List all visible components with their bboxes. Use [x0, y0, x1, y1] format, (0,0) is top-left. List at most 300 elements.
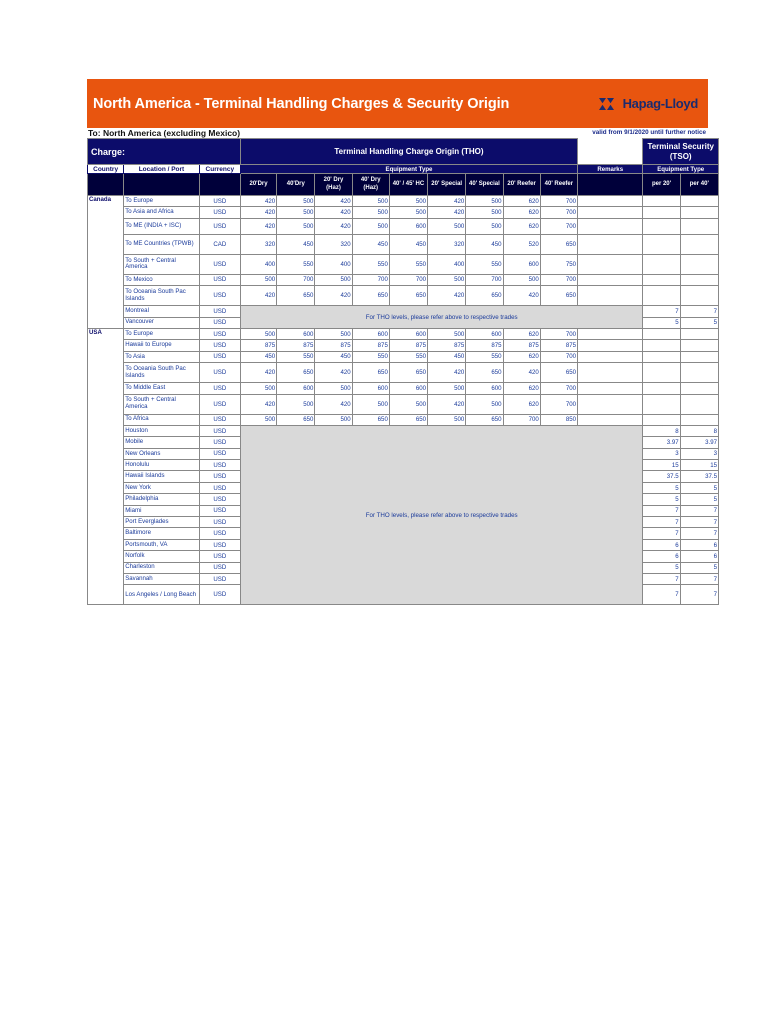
tso-20-cell: 8 [643, 425, 680, 436]
tho-value-cell: 500 [466, 196, 503, 207]
tho-value-cell: 650 [389, 363, 427, 383]
location-cell: Portsmouth, VA [124, 539, 199, 550]
tso-20-cell [643, 207, 680, 218]
col-remarks: Remarks [578, 165, 643, 174]
tho-value-cell: 600 [352, 328, 389, 339]
tso-20-cell [643, 274, 680, 285]
tho-value-cell: 550 [389, 254, 427, 274]
location-cell: New York [124, 482, 199, 493]
tho-value-cell: 750 [540, 254, 577, 274]
tho-value-cell: 875 [277, 340, 315, 351]
tho-value-cell: 700 [540, 196, 577, 207]
remarks-cell [578, 207, 643, 218]
tso-40-cell [680, 218, 718, 234]
tho-value-cell: 550 [466, 351, 503, 362]
currency-cell: USD [199, 328, 240, 339]
tso-20-cell: 5 [643, 317, 680, 328]
tso-20-cell: 6 [643, 539, 680, 550]
tso-20-cell: 7 [643, 306, 680, 317]
tho-value-cell: 600 [277, 383, 315, 394]
tho-value-cell: 650 [352, 363, 389, 383]
table-row [88, 234, 719, 254]
tho-value-cell: 500 [352, 218, 389, 234]
tso-40-cell: 5 [680, 494, 718, 505]
remarks-cell [578, 274, 643, 285]
tho-value-cell: 500 [389, 196, 427, 207]
location-cell: Montreal [124, 306, 199, 317]
col-header-tso: per 40' [680, 174, 718, 196]
tho-value-cell: 620 [503, 328, 540, 339]
location-cell: To Europe [124, 196, 199, 207]
tso-40-cell: 5 [680, 562, 718, 573]
currency-cell: USD [199, 351, 240, 362]
tso-40-cell [680, 394, 718, 414]
tho-value-cell: 875 [540, 340, 577, 351]
tho-value-cell: 450 [352, 234, 389, 254]
tho-value-cell: 420 [428, 207, 466, 218]
location-cell: New Orleans [124, 448, 199, 459]
location-cell: To South + Central America [124, 394, 199, 414]
tho-value-cell: 650 [277, 286, 315, 306]
tso-20-cell [643, 414, 680, 425]
location-cell: To South + Central America [124, 254, 199, 274]
tho-value-cell: 550 [277, 254, 315, 274]
col-header-tho: 20' Dry (Haz) [315, 174, 352, 196]
tho-value-cell: 550 [466, 254, 503, 274]
tso-40-cell: 7 [680, 505, 718, 516]
tso-40-cell: 7 [680, 528, 718, 539]
currency-cell: USD [199, 363, 240, 383]
tso-20-cell [643, 363, 680, 383]
tho-value-cell: 600 [466, 383, 503, 394]
subheader [87, 127, 708, 138]
tso-40-cell [680, 254, 718, 274]
remarks-cell [578, 286, 643, 306]
tso-40-cell: 6 [680, 551, 718, 562]
currency-cell: USD [199, 340, 240, 351]
currency-cell: USD [199, 517, 240, 528]
tho-value-cell: 700 [277, 274, 315, 285]
refer-note-cell: For THO levels, please refer above to respective trades [240, 425, 642, 604]
table-row [88, 394, 719, 414]
location-cell: To Mexico [124, 274, 199, 285]
tho-value-cell: 875 [466, 340, 503, 351]
tho-value-cell: 700 [540, 351, 577, 362]
remarks-cell [578, 414, 643, 425]
tho-value-cell: 500 [240, 414, 276, 425]
tho-value-cell: 450 [277, 234, 315, 254]
tho-value-cell: 550 [352, 351, 389, 362]
tso-20-cell [643, 286, 680, 306]
location-cell: Baltimore [124, 528, 199, 539]
currency-cell: USD [199, 551, 240, 562]
tho-value-cell: 420 [240, 207, 276, 218]
tho-value-cell: 500 [240, 328, 276, 339]
currency-cell: USD [199, 274, 240, 285]
tho-value-cell: 500 [503, 274, 540, 285]
tso-20-cell: 3.97 [643, 437, 680, 448]
col-header-tho: 40'Dry [277, 174, 315, 196]
table-row [88, 207, 719, 218]
charge-label: Charge: [88, 139, 241, 165]
title-banner [87, 79, 708, 128]
tho-value-cell: 650 [466, 363, 503, 383]
currency-cell: USD [199, 383, 240, 394]
tso-40-cell [680, 383, 718, 394]
tho-value-cell: 650 [352, 414, 389, 425]
currency-cell: USD [199, 414, 240, 425]
tso-20-cell: 15 [643, 460, 680, 471]
tho-value-cell: 600 [277, 328, 315, 339]
tho-value-cell: 420 [240, 394, 276, 414]
tho-value-cell: 875 [315, 340, 352, 351]
location-cell: Port Everglades [124, 517, 199, 528]
tso-40-cell [680, 328, 718, 339]
tho-value-cell: 420 [428, 286, 466, 306]
tso-40-cell: 6 [680, 539, 718, 550]
remarks-cell [578, 351, 643, 362]
tho-value-cell: 500 [315, 414, 352, 425]
tho-value-cell: 700 [540, 274, 577, 285]
tho-title: Terminal Handling Charge Origin (THO) [240, 139, 577, 165]
location-cell: Miami [124, 505, 199, 516]
tho-value-cell: 600 [389, 218, 427, 234]
tso-40-cell: 7 [680, 573, 718, 584]
tho-value-cell: 420 [428, 196, 466, 207]
tho-value-cell: 500 [240, 383, 276, 394]
tho-value-cell: 320 [428, 234, 466, 254]
tho-value-cell: 650 [466, 414, 503, 425]
tho-value-cell: 500 [389, 394, 427, 414]
tho-value-cell: 700 [540, 383, 577, 394]
tho-value-cell: 500 [466, 207, 503, 218]
tho-value-cell: 500 [352, 196, 389, 207]
table-row [88, 383, 719, 394]
tso-20-cell: 7 [643, 585, 680, 605]
tho-value-cell: 875 [240, 340, 276, 351]
location-cell: Los Angeles / Long Beach [124, 585, 199, 605]
tho-value-cell: 650 [389, 414, 427, 425]
tho-value-cell: 500 [352, 207, 389, 218]
tho-value-cell: 875 [389, 340, 427, 351]
tho-value-cell: 650 [540, 286, 577, 306]
tso-40-cell: 7 [680, 306, 718, 317]
tho-value-cell: 420 [315, 196, 352, 207]
tho-value-cell: 420 [315, 207, 352, 218]
tso-20-cell [643, 383, 680, 394]
tso-40-cell [680, 351, 718, 362]
destination-label: To: North America (excluding Mexico) [88, 127, 241, 138]
tho-value-cell: 550 [277, 351, 315, 362]
tso-40-cell: 5 [680, 482, 718, 493]
tho-value-cell: 450 [240, 351, 276, 362]
charges-table [87, 138, 719, 605]
tho-value-cell: 400 [428, 254, 466, 274]
table-row [88, 274, 719, 285]
tho-value-cell: 500 [277, 207, 315, 218]
location-cell: Mobile [124, 437, 199, 448]
col-equipment-type-tso: Equipment Type [643, 165, 719, 174]
tso-40-cell: 7 [680, 585, 718, 605]
tso-40-cell: 3.97 [680, 437, 718, 448]
col-header-tho: 20' Special [428, 174, 466, 196]
currency-cell: USD [199, 482, 240, 493]
remarks-cell [578, 340, 643, 351]
validity-note: valid from 9/1/2020 until further notice [592, 129, 706, 136]
currency-cell: USD [199, 505, 240, 516]
currency-cell: USD [199, 528, 240, 539]
col-header-tho: 40' Dry (Haz) [352, 174, 389, 196]
tho-value-cell: 550 [352, 254, 389, 274]
tho-value-cell: 500 [240, 274, 276, 285]
tso-20-cell [643, 351, 680, 362]
tho-value-cell: 650 [389, 286, 427, 306]
tso-40-cell: 37.5 [680, 471, 718, 482]
tho-value-cell: 420 [240, 196, 276, 207]
tso-40-cell: 3 [680, 448, 718, 459]
tso-20-cell [643, 234, 680, 254]
currency-cell: USD [199, 218, 240, 234]
currency-cell: USD [199, 539, 240, 550]
currency-cell: USD [199, 394, 240, 414]
location-cell: Hawaii Islands [124, 471, 199, 482]
tso-20-cell: 5 [643, 482, 680, 493]
table-row [88, 286, 719, 306]
page-title: North America - Terminal Handling Charges & Security Origin [93, 95, 510, 112]
tho-value-cell: 620 [503, 351, 540, 362]
tso-40-cell [680, 207, 718, 218]
refer-note-cell: For THO levels, please refer above to respective trades [240, 306, 642, 329]
location-cell: Houston [124, 425, 199, 436]
tho-value-cell: 700 [389, 274, 427, 285]
tho-value-cell: 550 [389, 351, 427, 362]
tso-40-cell [680, 196, 718, 207]
tho-value-cell: 700 [540, 328, 577, 339]
location-cell: Savannah [124, 573, 199, 584]
tso-20-cell: 7 [643, 517, 680, 528]
tso-40-cell [680, 340, 718, 351]
tho-value-cell: 420 [315, 286, 352, 306]
tho-value-cell: 620 [503, 207, 540, 218]
tho-value-cell: 850 [540, 414, 577, 425]
remarks-cell [578, 394, 643, 414]
tho-value-cell: 320 [315, 234, 352, 254]
tso-20-cell: 7 [643, 505, 680, 516]
location-cell: Norfolk [124, 551, 199, 562]
tho-value-cell: 650 [540, 363, 577, 383]
location-cell: To Middle East [124, 383, 199, 394]
tho-value-cell: 650 [540, 234, 577, 254]
tho-value-cell: 450 [466, 234, 503, 254]
table-row [88, 196, 719, 207]
tho-value-cell: 420 [428, 363, 466, 383]
tso-40-cell [680, 274, 718, 285]
tho-value-cell: 320 [240, 234, 276, 254]
tho-value-cell: 400 [240, 254, 276, 274]
remarks-cell [578, 328, 643, 339]
tho-value-cell: 600 [503, 254, 540, 274]
location-cell: To Africa [124, 414, 199, 425]
tho-value-cell: 620 [503, 196, 540, 207]
tso-40-cell: 7 [680, 517, 718, 528]
tho-value-cell: 620 [503, 383, 540, 394]
tho-value-cell: 420 [503, 286, 540, 306]
col-header-tso: per 20' [643, 174, 680, 196]
location-cell: To Oceania South Pac Islands [124, 363, 199, 383]
tso-20-cell: 5 [643, 494, 680, 505]
tho-value-cell: 875 [428, 340, 466, 351]
location-cell: Philadelphia [124, 494, 199, 505]
tho-value-cell: 700 [540, 394, 577, 414]
col-header-tho: 20' Reefer [503, 174, 540, 196]
tho-value-cell: 650 [466, 286, 503, 306]
tho-value-cell: 500 [466, 394, 503, 414]
currency-cell: USD [199, 448, 240, 459]
tho-value-cell: 500 [428, 383, 466, 394]
currency-cell: USD [199, 573, 240, 584]
tho-value-cell: 600 [466, 328, 503, 339]
logo-text: Hapag-Lloyd [622, 96, 698, 111]
col-equipment-type: Equipment Type [240, 165, 577, 174]
table-row [88, 340, 719, 351]
location-cell: To ME Countries (TPWB) [124, 234, 199, 254]
tso-40-cell [680, 414, 718, 425]
remarks-cell [578, 234, 643, 254]
tho-value-cell: 500 [315, 383, 352, 394]
location-cell: Charleston [124, 562, 199, 573]
currency-cell: USD [199, 562, 240, 573]
tho-value-cell: 420 [240, 218, 276, 234]
tho-value-cell: 500 [466, 218, 503, 234]
country-cell: USA [88, 328, 124, 604]
location-cell: To Asia [124, 351, 199, 362]
table-row [88, 306, 719, 317]
table-row [88, 363, 719, 383]
currency-cell: USD [199, 494, 240, 505]
tho-value-cell: 500 [315, 328, 352, 339]
tso-40-cell: 15 [680, 460, 718, 471]
tso-title: Terminal Security (TSO) [643, 139, 719, 165]
location-cell: To Europe [124, 328, 199, 339]
table-row [88, 425, 719, 436]
country-cell: Canada [88, 196, 124, 329]
currency-cell: USD [199, 196, 240, 207]
location-cell: Vancouver [124, 317, 199, 328]
col-header-tho: 40' Special [466, 174, 503, 196]
tso-20-cell [643, 340, 680, 351]
tho-value-cell: 700 [352, 274, 389, 285]
col-currency: Currency [199, 165, 240, 174]
tho-value-cell: 450 [389, 234, 427, 254]
tso-40-cell: 5 [680, 317, 718, 328]
remarks-cell [578, 196, 643, 207]
tso-20-cell [643, 328, 680, 339]
remarks-cell [578, 383, 643, 394]
tho-value-cell: 600 [352, 383, 389, 394]
tso-20-cell: 7 [643, 528, 680, 539]
tho-value-cell: 700 [466, 274, 503, 285]
tso-20-cell [643, 196, 680, 207]
tho-value-cell: 500 [428, 274, 466, 285]
tho-value-cell: 500 [389, 207, 427, 218]
tho-value-cell: 650 [277, 414, 315, 425]
tso-40-cell: 8 [680, 425, 718, 436]
col-header-tho: 40' / 45' HC [389, 174, 427, 196]
remarks-cell [578, 254, 643, 274]
tho-value-cell: 420 [315, 363, 352, 383]
location-cell: Honolulu [124, 460, 199, 471]
tho-value-cell: 875 [352, 340, 389, 351]
tho-value-cell: 500 [315, 274, 352, 285]
column-header-row [88, 174, 719, 196]
currency-cell: USD [199, 585, 240, 605]
hapag-lloyd-logo-icon [597, 96, 619, 112]
tho-value-cell: 700 [540, 207, 577, 218]
table-row [88, 351, 719, 362]
tso-20-cell [643, 394, 680, 414]
tso-20-cell [643, 254, 680, 274]
tho-value-cell: 420 [315, 218, 352, 234]
col-location: Location / Port [124, 165, 199, 174]
tho-value-cell: 420 [428, 394, 466, 414]
currency-cell: USD [199, 471, 240, 482]
remarks-cell [578, 218, 643, 234]
table-row [88, 254, 719, 274]
tho-value-cell: 400 [315, 254, 352, 274]
tho-value-cell: 520 [503, 234, 540, 254]
col-header-tho: 20'Dry [240, 174, 276, 196]
tho-value-cell: 500 [277, 218, 315, 234]
tho-value-cell: 620 [503, 218, 540, 234]
tho-value-cell: 500 [428, 414, 466, 425]
tho-value-cell: 450 [315, 351, 352, 362]
col-header-remarks [578, 174, 643, 196]
tso-40-cell [680, 363, 718, 383]
tho-value-cell: 650 [277, 363, 315, 383]
tso-20-cell: 37.5 [643, 471, 680, 482]
tho-value-cell: 600 [389, 328, 427, 339]
tso-20-cell: 3 [643, 448, 680, 459]
tho-value-cell: 500 [352, 394, 389, 414]
tso-20-cell [643, 218, 680, 234]
currency-cell: USD [199, 317, 240, 328]
location-cell: To ME (INDIA + ISC) [124, 218, 199, 234]
tho-value-cell: 500 [428, 328, 466, 339]
tho-value-cell: 875 [503, 340, 540, 351]
tho-value-cell: 420 [315, 394, 352, 414]
tho-value-cell: 500 [277, 196, 315, 207]
tho-value-cell: 500 [277, 394, 315, 414]
tho-value-cell: 650 [352, 286, 389, 306]
location-cell: To Oceania South Pac Islands [124, 286, 199, 306]
tho-value-cell: 700 [540, 218, 577, 234]
tho-value-cell: 700 [503, 414, 540, 425]
location-cell: To Asia and Africa [124, 207, 199, 218]
table-body [88, 196, 719, 605]
tso-20-cell: 7 [643, 573, 680, 584]
remarks-cell [578, 363, 643, 383]
tho-value-cell: 450 [428, 351, 466, 362]
currency-cell: USD [199, 460, 240, 471]
col-country: Country [88, 165, 124, 174]
tso-20-cell: 5 [643, 562, 680, 573]
col-header-tho: 40' Reefer [540, 174, 577, 196]
table-row [88, 328, 719, 339]
tho-value-cell: 620 [503, 394, 540, 414]
tho-value-cell: 500 [428, 218, 466, 234]
currency-cell: USD [199, 437, 240, 448]
currency-cell: USD [199, 306, 240, 317]
